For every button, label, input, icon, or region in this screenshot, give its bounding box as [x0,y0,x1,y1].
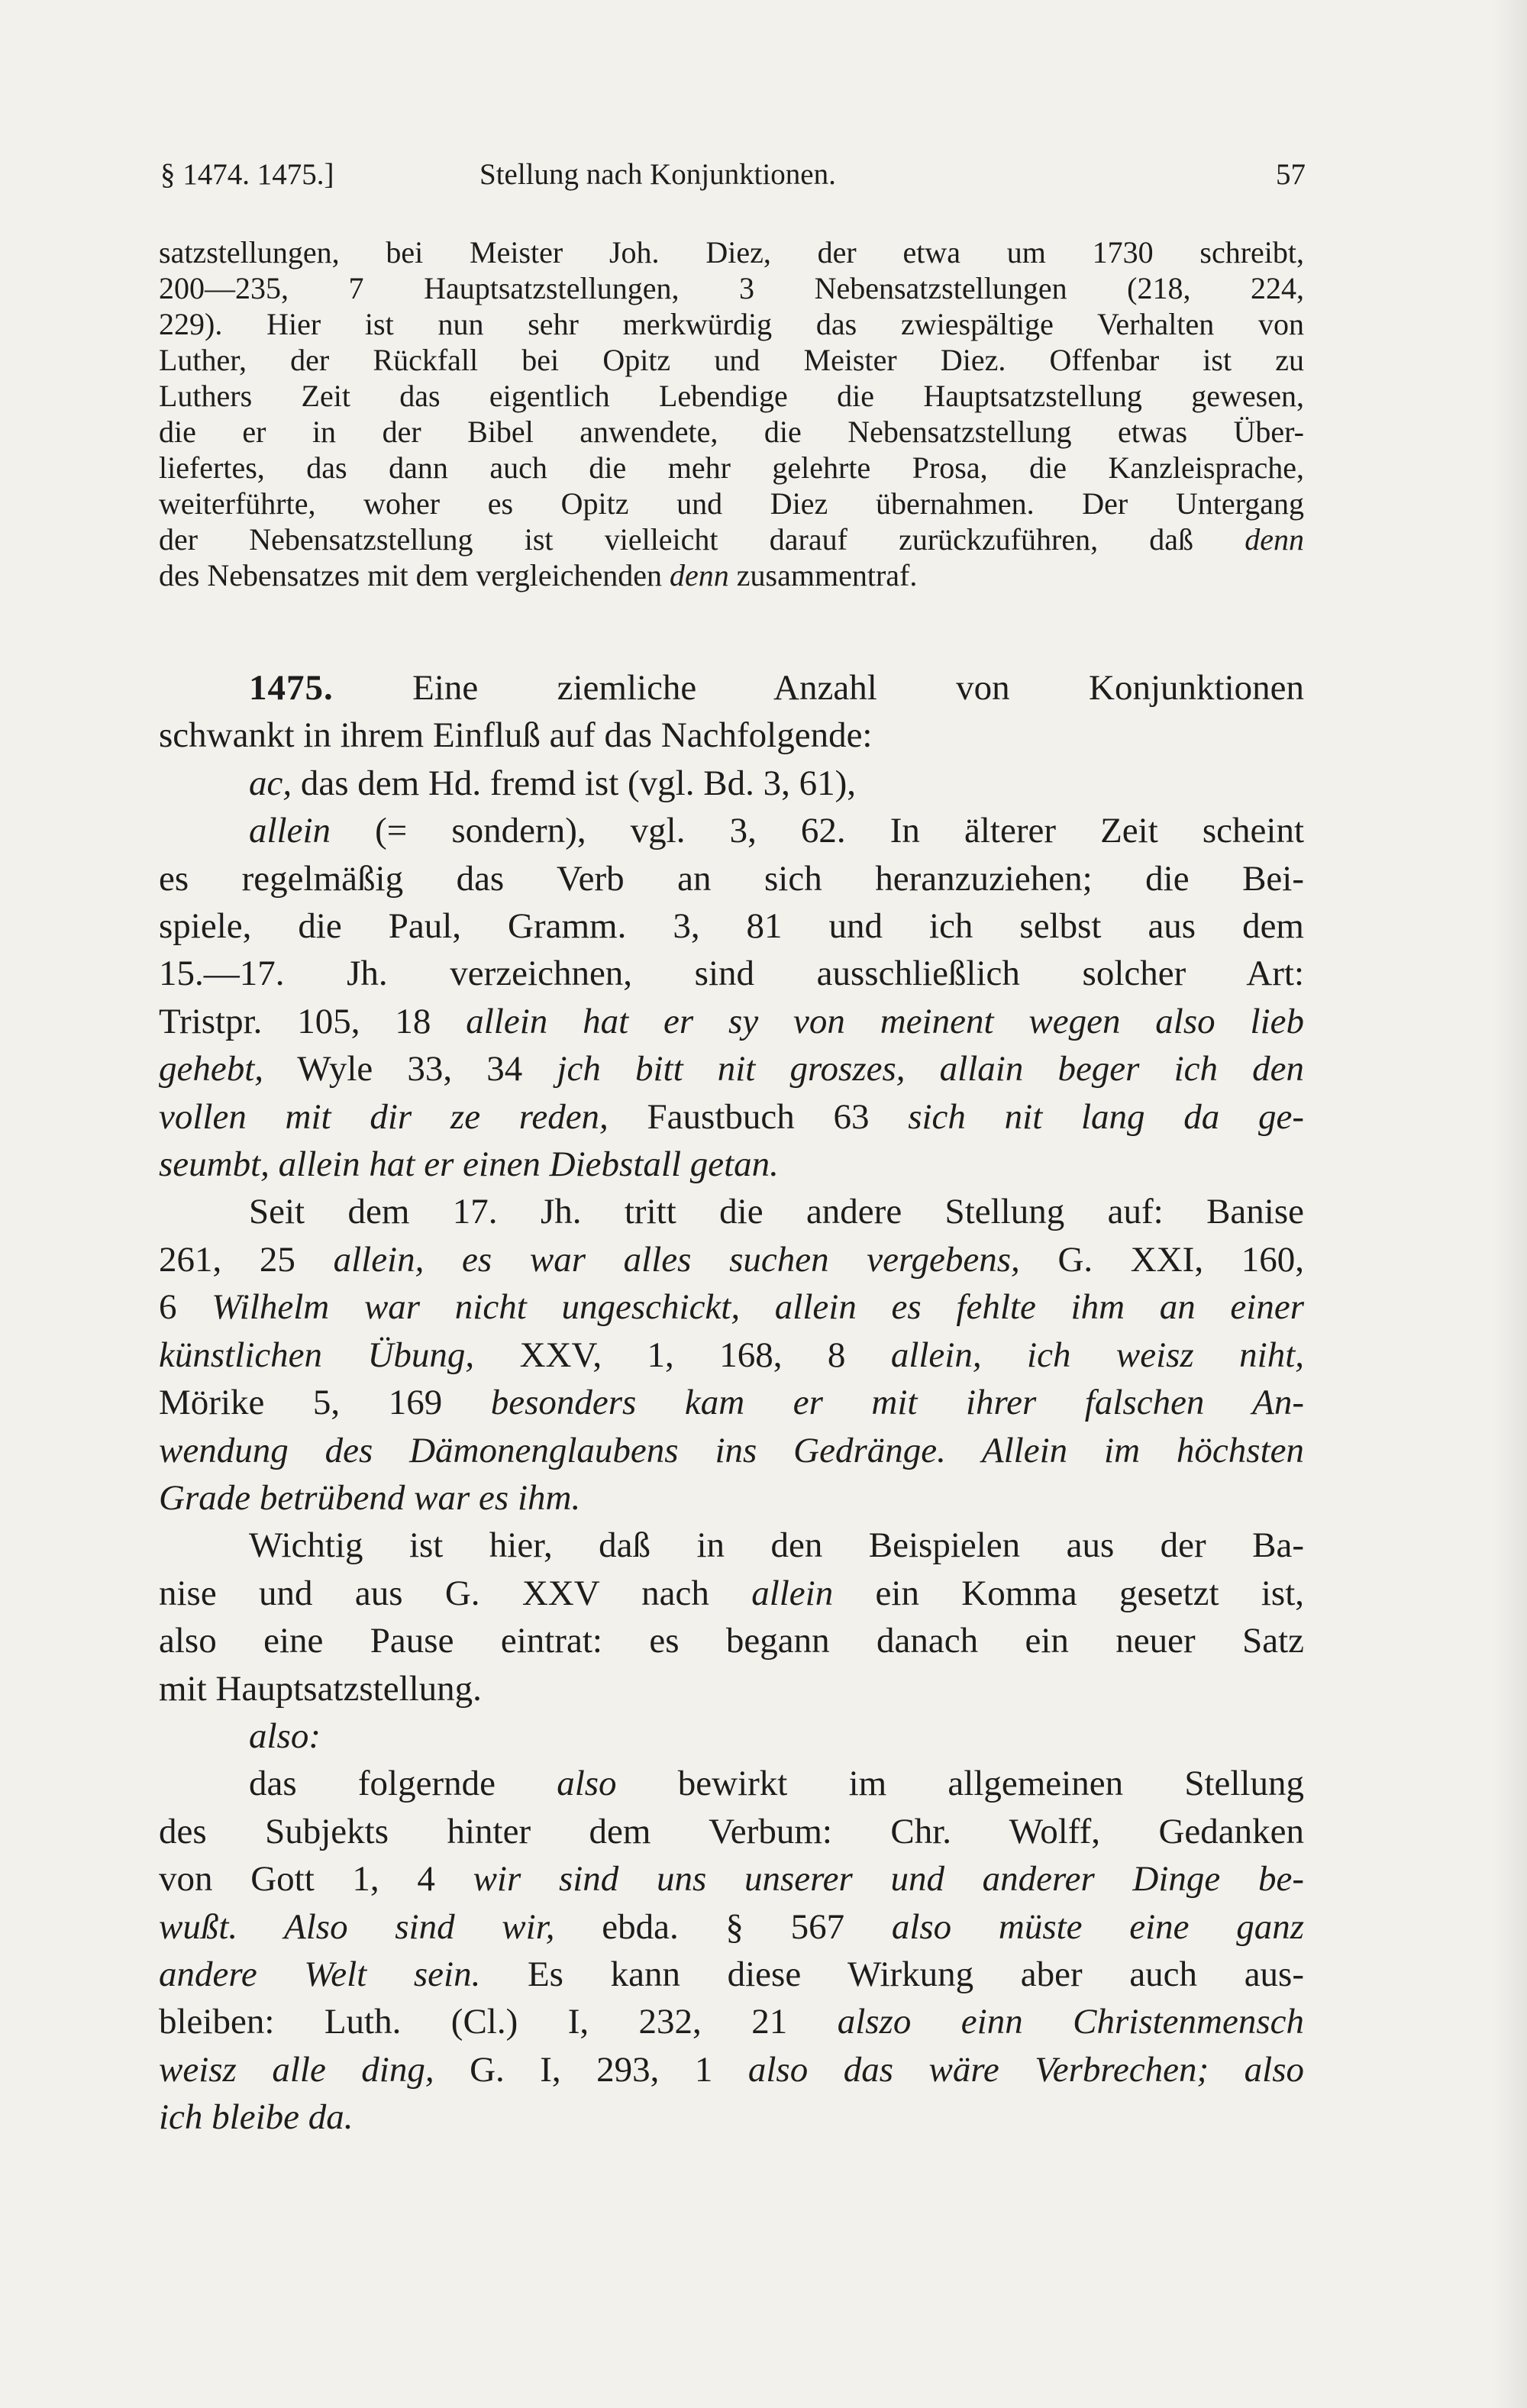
text-line: wendung des Dämonenglaubens ins Gedränge. Allein im höchsten [159,1430,1304,1470]
text-line [159,2046,1304,2093]
text-segment: das folgernde [249,1764,557,1804]
text-line: Seit dem 17. Jh. tritt die andere Stellung auf: Banise [249,1192,1304,1232]
text-line: schwankt in ihrem Einfluß auf das Nachfolgende: [159,715,873,756]
text-line: 200—235, 7 Hauptsatzstellungen, 3 Nebensatzstellungen (218, 224, [159,271,1304,305]
section-number: 1475. [249,668,334,708]
section-heading-line [159,664,1304,712]
emphasis-allein: allein [751,1573,834,1613]
text-segment: Es kann diese Wirkung aber auch aus- [480,1954,1304,1994]
text-segment: das dem Hd. fremd ist (vgl. Bd. 3, 61), [292,763,856,803]
text-line: 15.—17. Jh. verzeichnen, sind ausschließlich solcher Art: [159,954,1304,994]
text-line: Grade betrübend war es ihm. [159,1477,581,1518]
text-line [159,1332,1304,1379]
text-line: spiele, die Paul, Gramm. 3, 81 und ich selbst aus dem [159,906,1304,947]
quotation: wußt. Also sind wir, [159,1906,555,1947]
text-segment: Mörike 5, 169 [159,1383,491,1423]
text-segment: Faustbuch 63 [608,1096,909,1137]
term-also: also: [249,1716,321,1756]
text-line: satzstellungen, bei Meister Joh. Diez, der etwa um 1730 schreibt, [159,235,1304,270]
term-allein: allein [249,811,331,851]
text-segment: G. I, 293, 1 [434,2049,748,2090]
quotation: alszo einn Christenmensch [837,2002,1304,2042]
text-segment: der Nebensatzstellung ist vielleicht darauf zurückzuführen, daß [159,522,1245,557]
text-segment: (= sondern), vgl. 3, 62. In älterer Zeit scheint [331,811,1304,851]
quotation: wir sind uns unserer und anderer Dinge be- [473,1859,1304,1900]
text-segment: Wyle 33, 34 [263,1049,557,1089]
text-line [159,998,1304,1045]
text-segment: ebda. § 567 [554,1906,892,1947]
text-segment: XXV, 1, 168, 8 [474,1335,891,1375]
text-segment: bewirkt im allgemeinen Stellung [616,1764,1304,1804]
text-line [159,1093,1304,1141]
text-line: es regelmäßig das Verb an sich heranzuziehen; die Bei- [159,858,1304,899]
text-line: des Subjekts hinter dem Verbum: Chr. Wolff, Gedanken [159,1811,1304,1851]
text-line: weiterführte, woher es Opitz und Diez übernahmen. Der Untergang [159,486,1304,521]
text-line: also eine Pause eintrat: es begann danach ein neuer Satz [159,1621,1304,1661]
term-ac: ac, [249,763,292,803]
quotation: jch bitt nit groszes, allain beger ich den [557,1049,1304,1089]
emphasis-also: also [557,1764,617,1804]
text-segment: 6 [159,1287,212,1328]
quotation: also müste eine ganz [891,1906,1304,1947]
quotation: allein hat er sy von meinent wegen also lieb [466,1001,1304,1041]
text-line [159,1903,1304,1951]
section-reference: § 1474. 1475.] [160,158,334,191]
text-line [159,1855,1304,1903]
quotation: sich nit lang da ge- [908,1096,1304,1137]
text-line [159,1951,1304,1998]
text-segment: zusammentraf. [728,558,918,592]
section-1475 [159,664,1304,2142]
text-line [159,1379,1304,1426]
text-line: Luther, der Rückfall bei Opitz und Meister Diez. Offenbar ist zu [159,343,1304,377]
running-title: Stellung nach Konjunktionen. [479,158,836,191]
text-line: die er in der Bibel anwendete, die Nebensatzstellung etwas Über- [159,415,1304,449]
text-line: Wichtig ist hier, daß in den Beispielen aus der Ba- [249,1525,1304,1566]
text-segment: Tristpr. 105, 18 [159,1001,466,1041]
text-line: ich bleibe da. [159,2097,354,2138]
page-edge-shadow [1492,0,1527,2408]
text-line: 229). Hier ist nun sehr merkwürdig das zwiespältige Verhalten von [159,307,1304,341]
text-line [159,1045,1304,1093]
text-line [159,1141,1304,1188]
entry-ac [159,760,1304,807]
quotation: andere Welt sein. [159,1954,481,1994]
text-line [159,557,1304,593]
quotation: seumbt, allein hat er einen Diebstall getan. [159,1144,779,1185]
quotation: weisz alle ding, [159,2049,434,2090]
text-segment: bleiben: Luth. (Cl.) I, 232, 21 [159,2002,838,2042]
text-segment: des Nebensatzes mit dem vergleichenden [159,558,670,592]
text-line: liefertes, das dann auch die mehr gelehrte Prosa, die Kanzleisprache, [159,450,1304,485]
text-segment: von Gott 1, 4 [159,1859,473,1900]
quotation: besonders kam er mit ihrer falschen An- [490,1383,1304,1423]
quotation: gehebt, [159,1049,264,1089]
quotation: vollen mit dir ze reden, [159,1096,609,1137]
emphasis-denn: denn [670,558,729,592]
text-line [159,1283,1304,1331]
text-line: mit Hauptsatzstellung. [159,1668,482,1709]
text-segment: G. XXI, 160, [1019,1239,1304,1280]
text-line [159,1998,1304,2045]
text-line [159,521,1304,557]
entry-allein [159,807,1304,854]
quotation: allein, ich weisz niht, [890,1335,1304,1375]
text-segment: nise und aus G. XXV nach [159,1573,752,1613]
quotation: also das wäre Verbrechen; also [747,2049,1304,2090]
continuation-paragraph [159,234,1304,593]
page-number: 57 [1276,158,1306,191]
text-line [159,1236,1304,1283]
running-header [160,154,1306,195]
text-line [159,1760,1304,1807]
text-line [159,1570,1304,1617]
text-segment: ein Komma gesetzt ist, [833,1573,1304,1613]
text-segment: Eine ziemliche Anzahl von Konjunktionen [333,668,1304,708]
emphasis-denn: denn [1245,522,1304,557]
text-line: Luthers Zeit das eigentlich Lebendige die Hauptsatzstellung gewesen, [159,379,1304,413]
text-segment: 261, 25 [159,1239,334,1280]
quotation: Wilhelm war nicht ungeschickt, allein es fehlte ihm an einer [211,1287,1305,1328]
quotation: allein, es war alles suchen vergebens, [333,1239,1020,1280]
quotation: künstlichen Übung, [159,1335,475,1375]
